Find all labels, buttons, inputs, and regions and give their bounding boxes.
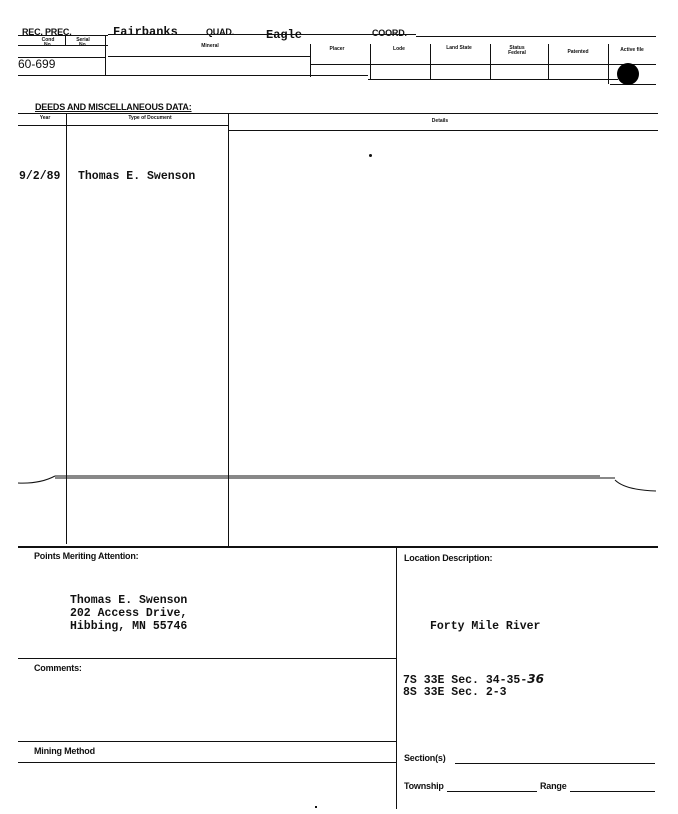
col-mineral: Mineral <box>201 43 219 49</box>
col-status-federal: Status Federal <box>508 45 526 56</box>
points-line-3: Hibbing, MN 55746 <box>70 620 188 633</box>
comments-rule <box>18 658 396 659</box>
col-patented: Patented <box>567 49 589 55</box>
mining-rule-bottom <box>18 762 396 763</box>
rec-prec-value: Fairbanks <box>113 25 178 39</box>
bottom-vline <box>396 547 397 809</box>
header-rule-2 <box>108 34 416 35</box>
deed-type: Thomas E. Swenson <box>78 170 196 183</box>
township-field[interactable] <box>447 791 537 792</box>
header-rule-1 <box>18 35 108 36</box>
range-field[interactable] <box>570 791 655 792</box>
deed-year: 9/2/89 <box>19 170 61 183</box>
speck <box>369 154 372 157</box>
header-rule-4 <box>18 45 108 46</box>
col-land-state: Land State <box>446 45 472 51</box>
col-active-file: Active file <box>620 47 644 53</box>
location-line-1 <box>403 672 544 687</box>
col-serial-no: Serial No. <box>76 37 90 48</box>
header-vline-6 <box>490 44 491 79</box>
deeds-rule-bottom <box>18 546 658 548</box>
header-vline-5 <box>430 44 431 79</box>
header-vline-4 <box>370 44 371 79</box>
col-type: Type of Document <box>128 115 172 121</box>
deeds-rule-head-left <box>18 125 228 126</box>
sections-label: Section(s) <box>404 753 446 763</box>
location-line-2: 8S 33E Sec. 2-3 <box>403 686 507 699</box>
quad-value: Eagle <box>266 28 303 42</box>
col-placer: Placer <box>329 46 345 52</box>
range-label: Range <box>540 781 567 791</box>
township-label: Township <box>404 781 444 791</box>
header-vline-3 <box>310 44 311 77</box>
header-rule-7 <box>310 64 656 65</box>
mining-rule-top <box>18 741 396 742</box>
points-label: Points Meriting Attention: <box>34 551 139 561</box>
location-line-1-handwritten: 36 <box>527 672 544 686</box>
location-line-1-text: 7S 33E Sec. 34-35- <box>403 674 528 687</box>
col-year: Year <box>39 115 51 121</box>
header-rule-10 <box>610 84 656 85</box>
claim-number: 60-699 <box>18 57 56 71</box>
sections-field[interactable] <box>455 763 655 764</box>
deeds-rule-head-right <box>228 130 658 131</box>
location-label: Location Description: <box>404 553 493 563</box>
col-details: Details <box>431 118 449 124</box>
header-rule-5 <box>108 56 310 57</box>
coord-label: COORD. <box>372 28 407 38</box>
speck-bottom <box>315 806 317 808</box>
header-vline-8 <box>608 44 609 84</box>
col-lode: Lode <box>393 46 405 52</box>
deeds-rule-top <box>18 113 658 114</box>
points-line-2: 202 Access Drive, <box>70 607 188 620</box>
page-break-curve <box>0 470 678 500</box>
header-rule-9 <box>368 79 618 80</box>
quad-label: QUAD. <box>206 27 234 37</box>
location-river: Forty Mile River <box>430 620 541 633</box>
col-cond-no: Cond No. <box>41 37 55 48</box>
active-file-hole <box>617 63 639 85</box>
header-vline-1 <box>65 36 66 46</box>
mining-label: Mining Method <box>34 746 95 756</box>
comments-label: Comments: <box>34 663 82 673</box>
rec-prec-label: REC. PREC. <box>22 27 72 37</box>
header-rule-3 <box>416 36 656 37</box>
header-rule-8 <box>18 75 368 76</box>
header-vline-2 <box>105 36 106 76</box>
points-line-1: Thomas E. Swenson <box>70 594 188 607</box>
header-vline-7 <box>548 44 549 79</box>
deeds-section-title: DEEDS AND MISCELLANEOUS DATA: <box>35 102 192 112</box>
